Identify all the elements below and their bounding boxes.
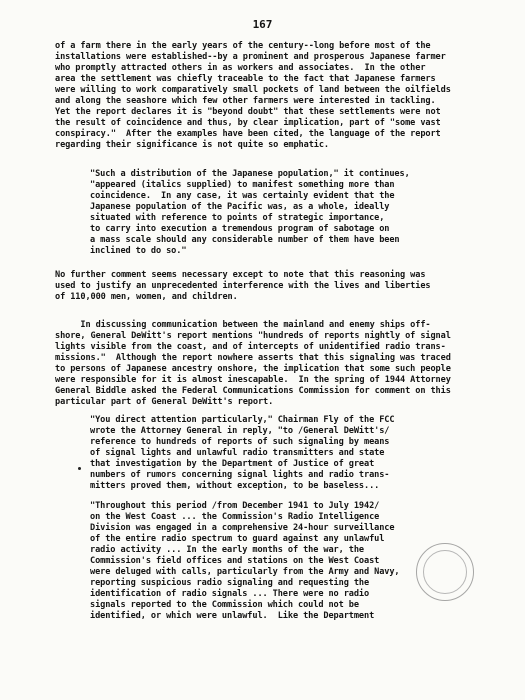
text-line: Commission's field offices and stations on the West Coast [90, 556, 380, 567]
text-line: were responsible for it is almost inescapable. In the spring of 1944 Attorney [55, 375, 451, 386]
text-line: radio activity ... In the early months of the war, the [90, 545, 364, 556]
text-line: General Biddle asked the Federal Communications Commission for comment on this [55, 386, 451, 397]
text-line: that investigation by the Department of Justice of great [90, 459, 375, 470]
text-line: reference to hundreds of reports of such signaling by means [90, 437, 390, 448]
text-line: missions." Although the report nowhere asserts that this signaling was traced [55, 353, 451, 364]
text-line: particular part of General DeWitt's report. [55, 397, 274, 408]
text-line: Yet the report declares it is "beyond doubt" that these settlements were not [55, 107, 441, 118]
text-line: and along the seashore which few other farmers were interested in tackling. [55, 96, 436, 107]
text-line: mitters proved them, without exception, to be baseless... [90, 481, 380, 492]
text-line: regarding their significance is not quite so emphatic. [55, 140, 329, 151]
text-line: of the entire radio spectrum to guard against any unlawful [90, 534, 385, 545]
text-line: to persons of Japanese ancestry onshore, the implication that some such people [55, 364, 451, 375]
text-line: signals reported to the Commission which could not be [90, 600, 359, 611]
text-line: were deluged with calls, particularly from the Army and Navy, [90, 567, 400, 578]
text-line: inclined to do so." [90, 246, 187, 257]
text-line: were willing to work comparatively small pockets of land between the oilfields [55, 85, 451, 96]
text-line: "appeared (italics supplied) to manifest something more than [90, 180, 395, 191]
text-line: "You direct attention particularly," Chairman Fly of the FCC [90, 415, 395, 425]
text-line: situated with reference to points of strategic importance, [90, 213, 385, 224]
text-line: wrote the Attorney General in reply, "to /General DeWitt's/ [90, 426, 390, 437]
text-line: reporting suspicious radio signaling and requesting the [90, 578, 370, 589]
margin-mark [78, 467, 81, 470]
paragraph-2 [55, 270, 480, 303]
paragraph-1 [55, 41, 480, 151]
text-line: of a farm there in the early years of the century--long before most of the [55, 41, 431, 51]
text-line: to carry into execution a tremendous program of sabotage on [90, 224, 390, 235]
quote-2 [90, 415, 480, 492]
text-line: on the West Coast ... the Commission's Radio Intelligence [90, 512, 380, 523]
text-line: No further comment seems necessary except to note that this reasoning was [55, 270, 426, 280]
quote-1 [90, 169, 480, 257]
text-line: conspiracy." After the examples have been cited, the language of the report [55, 129, 441, 140]
text-line: area the settlement was chiefly traceable to the fact that Japanese farmers [55, 74, 436, 85]
text-line: of 110,000 men, women, and children. [55, 292, 238, 303]
text-line: used to justify an unprecedented interference with the lives and liberties [55, 281, 431, 292]
text-line: who promptly attracted others in as workers and associates. In the other [55, 63, 426, 74]
text-line: "Such a distribution of the Japanese population," it continues, [90, 169, 410, 179]
text-line: the result of coincidence and thus, by clear implication, part of "some vast [55, 118, 441, 129]
text-line: coincidence. In any case, it was certainly evident that the [90, 191, 395, 202]
text-line: Division was engaged in a comprehensive 24-hour surveillance [90, 523, 395, 534]
text-line: identification of radio signals ... There were no radio [90, 589, 370, 600]
declassification-stamp [416, 543, 474, 601]
text-line: lights visible from the coast, and of intercepts of unidentified radio trans- [55, 342, 446, 353]
text-line: Japanese population of the Pacific was, as a whole, ideally [90, 202, 390, 213]
text-line: In discussing communication between the mainland and enemy ships off- [55, 320, 431, 330]
text-line: installations were established--by a prominent and prosperous Japanese farmer [55, 52, 446, 63]
text-line: of signal lights and unlawful radio transmitters and state [90, 448, 385, 459]
text-line: "Throughout this period /from December 1941 to July 1942/ [90, 501, 380, 511]
page-number: 167 [252, 18, 273, 31]
text-line: identified, or which were unlawful. Like the Department [90, 611, 375, 622]
paragraph-3 [55, 320, 480, 408]
text-line: shore, General DeWitt's report mentions "hundreds of reports nightly of signal [55, 331, 451, 342]
text-line: numbers of rumors concerning signal lights and radio trans- [90, 470, 390, 481]
text-line: a mass scale should any considerable number of them have been [90, 235, 400, 246]
